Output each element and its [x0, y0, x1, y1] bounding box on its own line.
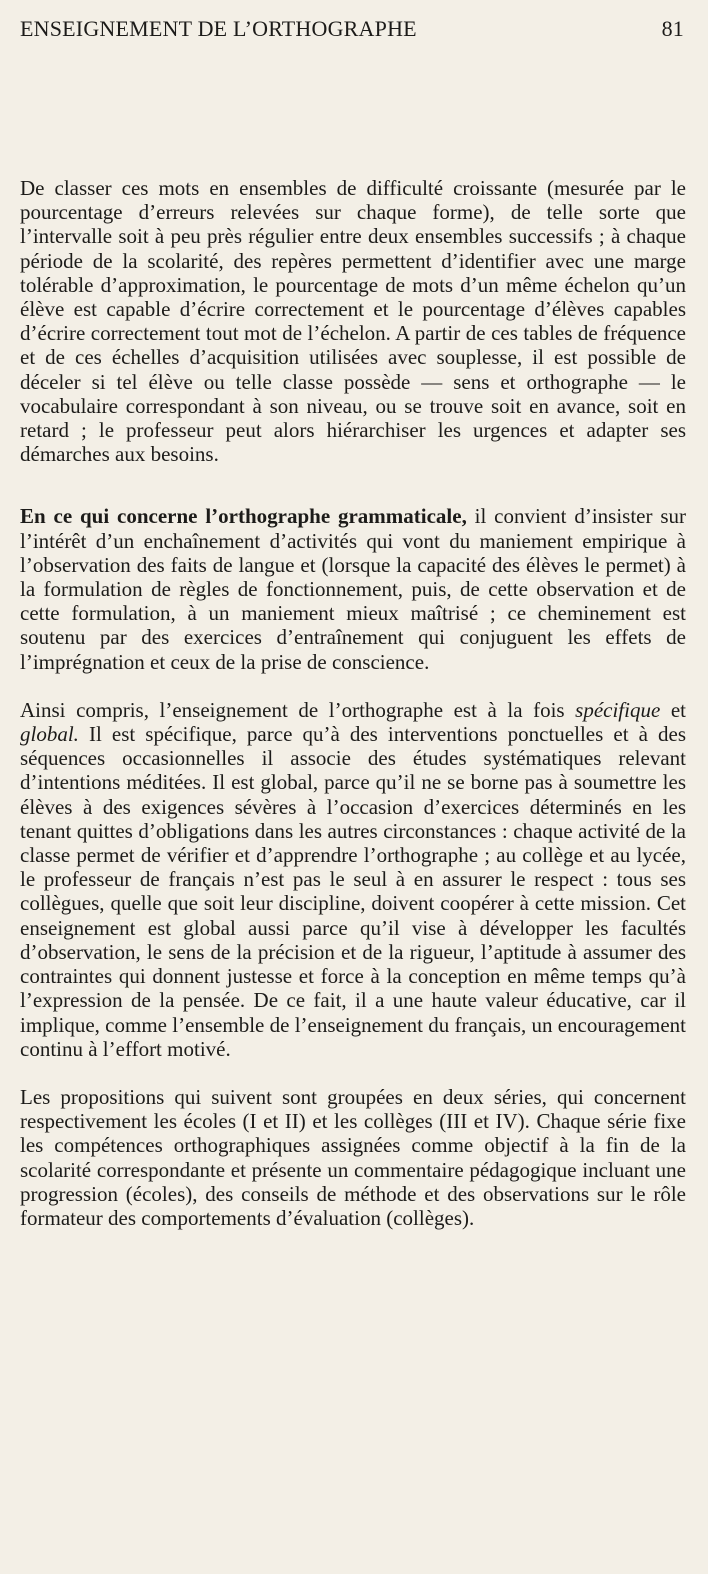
running-title: ENSEIGNEMENT DE L’ORTHOGRAPHE	[20, 16, 417, 41]
paragraph-text: et	[660, 697, 686, 722]
page-number: 81	[661, 16, 684, 41]
paragraph-text: il convient d’insister sur l’intérêt d’un enchaînement d’activités qui vont du maniement empirique à l’observation des faits de langue et (lorsque la capacité des élèves le permet) à la formulation de règles de fonctionnement, puis, de cette observation et de cette formulation, à un maniement mieux maîtrisé ; ce cheminement est soutenu par des exercices d’entraînement qui conjuguent les effets de l’imprégnation et ceux de la prise de conscience.	[20, 504, 686, 674]
running-header	[20, 18, 686, 48]
paragraph-vocabulary-scales: De classer ces mots en ensembles de difficulté croissante (mesurée par le pourcentage d’erreurs relevées sur chaque forme), de telle sorte que l’intervalle soit à peu près régulier entre deux ensembles successifs ; à chaque période de la scolarité, des repères permettent d’identifier avec une marge tolérable d’approximation, le pourcentage de mots d’un même échelon qu’un élève est capable d’écrire correctement et le pourcentage d’élèves capables d’écrire correctement tout mot de l’échelon. A partir de ces tables de fréquence et de ces échelles d’acquisition utilisées avec souplesse, il est possible de déceler si tel élève ou telle classe possède — sens et orthographe — le vocabulaire correspondant à son niveau, ou se trouve soit en avance, soit en retard ; le professeur peut alors hiérarchiser les urgences et adapter ses démarches aux besoins.	[20, 176, 686, 467]
paragraph-grammatical-spelling	[20, 504, 686, 673]
paragraph-text: Ainsi compris, l’enseignement de l’orthographe est à la fois	[20, 697, 576, 722]
paragraph-propositions: Les propositions qui suivent sont groupées en deux séries, qui concernent respectivement les écoles (I et II) et les collèges (III et IV). Chaque série fixe les compétences orthographiques assignées comme objectif à la fin de la scolarité correspondante et présente un commentaire pédagogique incluant une progression (écoles), des conseils de méthode et des observations sur le rôle formateur des comportements d’évaluation (collèges).	[20, 1084, 686, 1230]
paragraph-text: Il est spécifique, parce qu’à des interventions ponctuelles et à des séquences occasionnelles il associe des études systématiques relevant d’intentions méditées. Il est global, parce qu’il ne se borne pas à soumettre les élèves à des exigences sévères à l’occasion d’exercices déterminés en les tenant quittes d’obligations dans les autres circonstances : chaque activité de la classe permet de vérifier et d’apprendre l’orthographe ; au collège et au lycée, le professeur de français n’est pas le seul à en assurer le respect : tous ses collègues, quelle que soit leur discipline, doivent coopérer à cette mission. Cet enseignement est global aussi parce qu’il vise à développer les facultés d’observation, le sens de la précision et de la rigueur, l’aptitude à assumer des contraintes qui donnent justesse et force à la conception en même temps qu’à l’expression de la pensée. De ce fait, il a une haute valeur éducative, car il implique, comme l’ensemble de l’enseignement du français, un encouragement continu à l’effort motivé.	[20, 722, 686, 1061]
italic-term-specifique: spécifique	[575, 697, 661, 722]
body-text	[20, 176, 686, 1230]
paragraph-lead-bold: En ce qui concerne l’orthographe grammaticale,	[20, 504, 467, 529]
paragraph-specific-global	[20, 698, 686, 1061]
italic-term-global: global.	[20, 722, 79, 747]
